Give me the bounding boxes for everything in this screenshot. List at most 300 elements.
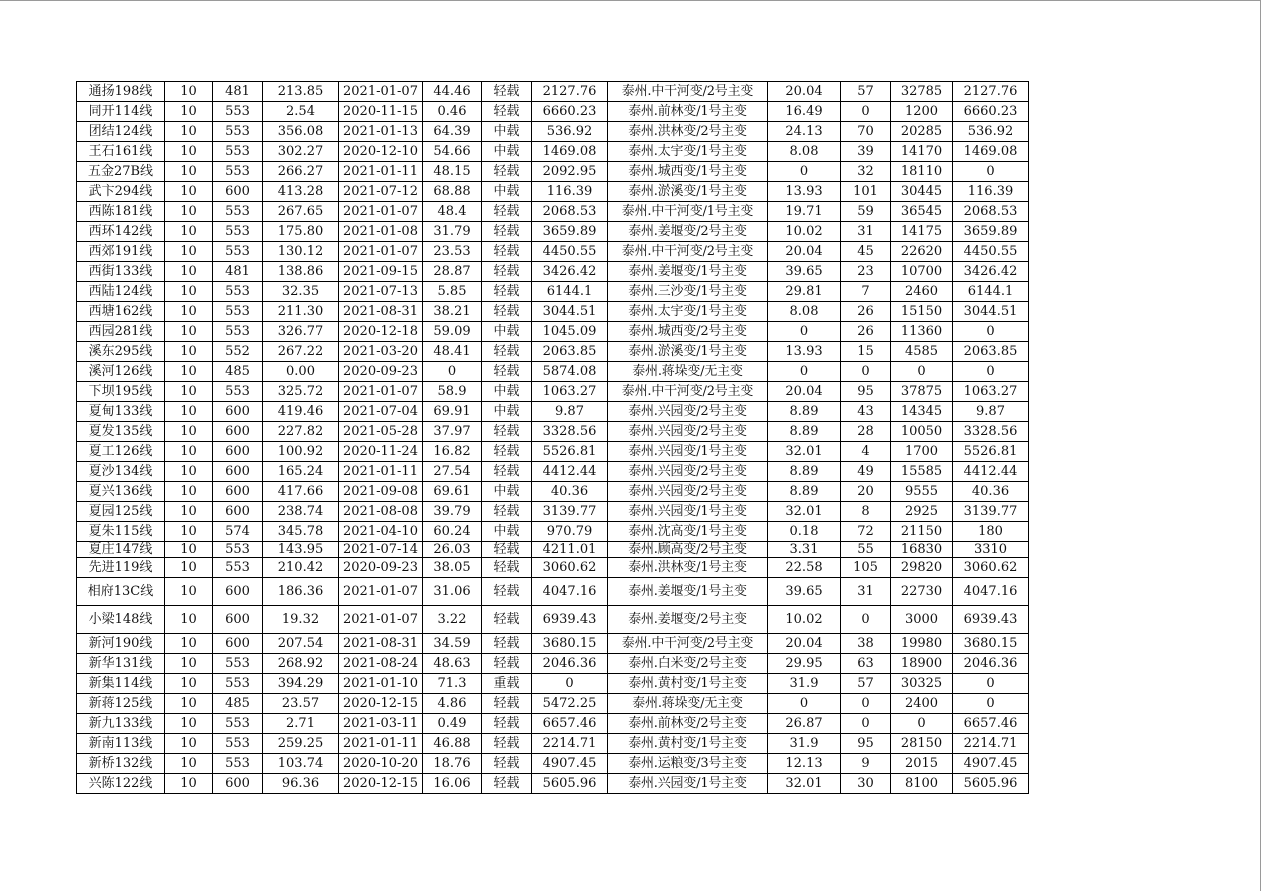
cell-spare-capacity: 2214.71 (953, 734, 1029, 754)
cell-available-capacity: 3426.42 (532, 262, 608, 282)
cell-peak-date: 2021-07-14 (339, 542, 423, 558)
cell-peak-load: 2.54 (263, 102, 339, 122)
table-row (77, 422, 1029, 442)
cell-line-name: 新桥132线 (77, 754, 165, 774)
cell-load-level: 轻载 (482, 558, 532, 578)
cell-user-count: 0 (841, 606, 891, 634)
cell-load-level: 轻载 (482, 222, 532, 242)
cell-load-rate: 31.06 (423, 578, 482, 606)
cell-load-rate: 3.22 (423, 606, 482, 634)
cell-peak-load: 267.22 (263, 342, 339, 362)
cell-peak-load: 211.30 (263, 302, 339, 322)
cell-line-name: 兴陈122线 (77, 774, 165, 794)
cell-transformer-margin: 19.71 (768, 202, 841, 222)
cell-load-level: 中载 (482, 182, 532, 202)
table-body (77, 82, 1029, 794)
cell-user-count: 0 (841, 714, 891, 734)
cell-load-rate: 0 (423, 362, 482, 382)
cell-voltage: 10 (165, 694, 213, 714)
cell-line-name: 夏园125线 (77, 502, 165, 522)
cell-transformer-margin: 8.08 (768, 142, 841, 162)
cell-voltage: 10 (165, 482, 213, 502)
cell-substation-transformer: 泰州.前林变/2号主变 (608, 714, 768, 734)
cell-substation-transformer: 泰州.城西变/2号主变 (608, 322, 768, 342)
cell-voltage: 10 (165, 654, 213, 674)
cell-user-capacity: 18110 (891, 162, 953, 182)
cell-peak-date: 2021-07-04 (339, 402, 423, 422)
cell-capacity: 600 (213, 402, 263, 422)
cell-voltage: 10 (165, 542, 213, 558)
cell-peak-date: 2021-08-31 (339, 634, 423, 654)
cell-user-capacity: 22730 (891, 578, 953, 606)
table-row (77, 734, 1029, 754)
cell-load-rate: 69.91 (423, 402, 482, 422)
cell-transformer-margin: 20.04 (768, 382, 841, 402)
cell-peak-load: 175.80 (263, 222, 339, 242)
cell-peak-load: 32.35 (263, 282, 339, 302)
cell-load-rate: 64.39 (423, 122, 482, 142)
cell-load-rate: 38.21 (423, 302, 482, 322)
cell-user-capacity: 1200 (891, 102, 953, 122)
cell-user-capacity: 2400 (891, 694, 953, 714)
cell-user-count: 15 (841, 342, 891, 362)
table-row (77, 442, 1029, 462)
cell-load-rate: 68.88 (423, 182, 482, 202)
cell-available-capacity: 2068.53 (532, 202, 608, 222)
cell-transformer-margin: 29.81 (768, 282, 841, 302)
cell-load-rate: 48.15 (423, 162, 482, 182)
table-row (77, 754, 1029, 774)
cell-substation-transformer: 泰州.蒋垛变/无主变 (608, 694, 768, 714)
cell-available-capacity: 5472.25 (532, 694, 608, 714)
cell-available-capacity: 536.92 (532, 122, 608, 142)
cell-substation-transformer: 泰州.兴园变/2号主变 (608, 422, 768, 442)
cell-peak-date: 2021-03-11 (339, 714, 423, 734)
cell-line-name: 西陈181线 (77, 202, 165, 222)
cell-substation-transformer: 泰州.白米变/2号主变 (608, 654, 768, 674)
cell-transformer-margin: 8.08 (768, 302, 841, 322)
cell-transformer-margin: 26.87 (768, 714, 841, 734)
table-row (77, 362, 1029, 382)
cell-voltage: 10 (165, 634, 213, 654)
cell-capacity: 553 (213, 242, 263, 262)
cell-capacity: 553 (213, 322, 263, 342)
cell-user-capacity: 4585 (891, 342, 953, 362)
cell-available-capacity: 3044.51 (532, 302, 608, 322)
cell-load-rate: 44.46 (423, 82, 482, 102)
cell-user-capacity: 2925 (891, 502, 953, 522)
cell-user-count: 31 (841, 578, 891, 606)
cell-spare-capacity: 3328.56 (953, 422, 1029, 442)
cell-peak-date: 2020-09-23 (339, 558, 423, 578)
cell-peak-date: 2020-09-23 (339, 362, 423, 382)
cell-line-name: 西街133线 (77, 262, 165, 282)
cell-capacity: 600 (213, 182, 263, 202)
cell-load-level: 中载 (482, 122, 532, 142)
cell-load-level: 轻载 (482, 542, 532, 558)
cell-load-rate: 58.9 (423, 382, 482, 402)
cell-user-capacity: 30325 (891, 674, 953, 694)
cell-load-level: 轻载 (482, 342, 532, 362)
table-row (77, 222, 1029, 242)
cell-load-rate: 16.82 (423, 442, 482, 462)
cell-user-count: 105 (841, 558, 891, 578)
cell-capacity: 485 (213, 362, 263, 382)
cell-user-capacity: 0 (891, 714, 953, 734)
cell-load-level: 轻载 (482, 282, 532, 302)
cell-substation-transformer: 泰州.太宇变/1号主变 (608, 302, 768, 322)
cell-load-rate: 4.86 (423, 694, 482, 714)
cell-user-count: 30 (841, 774, 891, 794)
cell-voltage: 10 (165, 502, 213, 522)
cell-load-rate: 46.88 (423, 734, 482, 754)
cell-peak-date: 2020-12-18 (339, 322, 423, 342)
cell-line-name: 下坝195线 (77, 382, 165, 402)
cell-spare-capacity: 3659.89 (953, 222, 1029, 242)
cell-voltage: 10 (165, 282, 213, 302)
cell-load-rate: 38.05 (423, 558, 482, 578)
cell-peak-load: 213.85 (263, 82, 339, 102)
cell-line-name: 新南113线 (77, 734, 165, 754)
cell-voltage: 10 (165, 242, 213, 262)
cell-transformer-margin: 8.89 (768, 402, 841, 422)
cell-available-capacity: 4450.55 (532, 242, 608, 262)
cell-spare-capacity: 0 (953, 674, 1029, 694)
cell-load-level: 轻载 (482, 754, 532, 774)
cell-substation-transformer: 泰州.中干河变/1号主变 (608, 202, 768, 222)
table-row (77, 694, 1029, 714)
cell-transformer-margin: 20.04 (768, 242, 841, 262)
cell-user-capacity: 14345 (891, 402, 953, 422)
cell-line-name: 夏甸133线 (77, 402, 165, 422)
cell-peak-date: 2021-07-12 (339, 182, 423, 202)
cell-load-rate: 37.97 (423, 422, 482, 442)
cell-substation-transformer: 泰州.淤溪变/1号主变 (608, 342, 768, 362)
cell-user-capacity: 3000 (891, 606, 953, 634)
cell-user-capacity: 32785 (891, 82, 953, 102)
cell-spare-capacity: 180 (953, 522, 1029, 542)
cell-user-capacity: 20285 (891, 122, 953, 142)
cell-user-capacity: 11360 (891, 322, 953, 342)
cell-capacity: 600 (213, 502, 263, 522)
cell-load-level: 轻载 (482, 694, 532, 714)
table-row (77, 322, 1029, 342)
cell-peak-load: 0.00 (263, 362, 339, 382)
cell-spare-capacity: 5526.81 (953, 442, 1029, 462)
cell-transformer-margin: 8.89 (768, 422, 841, 442)
cell-capacity: 600 (213, 482, 263, 502)
cell-peak-load: 394.29 (263, 674, 339, 694)
cell-transformer-margin: 39.65 (768, 262, 841, 282)
cell-peak-date: 2020-11-24 (339, 442, 423, 462)
cell-available-capacity: 5526.81 (532, 442, 608, 462)
cell-spare-capacity: 2068.53 (953, 202, 1029, 222)
cell-load-rate: 23.53 (423, 242, 482, 262)
cell-spare-capacity: 2046.36 (953, 654, 1029, 674)
cell-voltage: 10 (165, 162, 213, 182)
cell-peak-load: 210.42 (263, 558, 339, 578)
cell-user-count: 95 (841, 382, 891, 402)
cell-spare-capacity: 9.87 (953, 402, 1029, 422)
cell-user-count: 101 (841, 182, 891, 202)
cell-substation-transformer: 泰州.运粮变/3号主变 (608, 754, 768, 774)
cell-capacity: 553 (213, 714, 263, 734)
cell-available-capacity: 1063.27 (532, 382, 608, 402)
cell-peak-load: 130.12 (263, 242, 339, 262)
cell-peak-load: 268.92 (263, 654, 339, 674)
cell-line-name: 新蒋125线 (77, 694, 165, 714)
cell-load-level: 轻载 (482, 734, 532, 754)
cell-transformer-margin: 22.58 (768, 558, 841, 578)
cell-peak-date: 2021-01-07 (339, 606, 423, 634)
cell-user-capacity: 10050 (891, 422, 953, 442)
cell-voltage: 10 (165, 382, 213, 402)
cell-peak-date: 2020-12-15 (339, 774, 423, 794)
cell-available-capacity: 4907.45 (532, 754, 608, 774)
cell-load-level: 中载 (482, 402, 532, 422)
cell-load-rate: 60.24 (423, 522, 482, 542)
cell-user-count: 28 (841, 422, 891, 442)
cell-transformer-margin: 13.93 (768, 182, 841, 202)
cell-available-capacity: 6144.1 (532, 282, 608, 302)
cell-user-count: 57 (841, 82, 891, 102)
cell-available-capacity: 1045.09 (532, 322, 608, 342)
cell-substation-transformer: 泰州.顾高变/2号主变 (608, 542, 768, 558)
cell-substation-transformer: 泰州.中干河变/2号主变 (608, 634, 768, 654)
cell-peak-date: 2021-09-15 (339, 262, 423, 282)
cell-voltage: 10 (165, 606, 213, 634)
cell-user-count: 26 (841, 302, 891, 322)
cell-transformer-margin: 12.13 (768, 754, 841, 774)
cell-line-name: 先进119线 (77, 558, 165, 578)
cell-capacity: 600 (213, 422, 263, 442)
cell-transformer-margin: 39.65 (768, 578, 841, 606)
cell-voltage: 10 (165, 558, 213, 578)
cell-user-count: 49 (841, 462, 891, 482)
cell-substation-transformer: 泰州.黄村变/1号主变 (608, 674, 768, 694)
cell-available-capacity: 0 (532, 674, 608, 694)
cell-capacity: 574 (213, 522, 263, 542)
cell-line-name: 新河190线 (77, 634, 165, 654)
cell-load-level: 中载 (482, 522, 532, 542)
cell-load-level: 轻载 (482, 362, 532, 382)
cell-available-capacity: 5605.96 (532, 774, 608, 794)
cell-voltage: 10 (165, 262, 213, 282)
table-row (77, 242, 1029, 262)
cell-capacity: 553 (213, 122, 263, 142)
cell-spare-capacity: 6657.46 (953, 714, 1029, 734)
cell-substation-transformer: 泰州.姜堰变/1号主变 (608, 578, 768, 606)
cell-user-capacity: 37875 (891, 382, 953, 402)
cell-spare-capacity: 3044.51 (953, 302, 1029, 322)
cell-substation-transformer: 泰州.兴园变/1号主变 (608, 442, 768, 462)
cell-spare-capacity: 2063.85 (953, 342, 1029, 362)
cell-peak-date: 2021-01-07 (339, 202, 423, 222)
cell-available-capacity: 2092.95 (532, 162, 608, 182)
cell-available-capacity: 4211.01 (532, 542, 608, 558)
cell-capacity: 600 (213, 462, 263, 482)
cell-peak-load: 186.36 (263, 578, 339, 606)
cell-peak-load: 96.36 (263, 774, 339, 794)
cell-load-level: 轻载 (482, 462, 532, 482)
cell-line-name: 西园281线 (77, 322, 165, 342)
cell-line-name: 西塘162线 (77, 302, 165, 322)
cell-peak-load: 100.92 (263, 442, 339, 462)
cell-user-capacity: 29820 (891, 558, 953, 578)
cell-peak-load: 417.66 (263, 482, 339, 502)
cell-user-count: 4 (841, 442, 891, 462)
cell-spare-capacity: 40.36 (953, 482, 1029, 502)
cell-load-rate: 48.63 (423, 654, 482, 674)
cell-peak-date: 2021-01-07 (339, 578, 423, 606)
cell-voltage: 10 (165, 122, 213, 142)
cell-transformer-margin: 8.89 (768, 482, 841, 502)
table-row (77, 774, 1029, 794)
cell-available-capacity: 3139.77 (532, 502, 608, 522)
cell-peak-date: 2021-01-13 (339, 122, 423, 142)
table-row (77, 342, 1029, 362)
cell-load-rate: 28.87 (423, 262, 482, 282)
cell-line-name: 新华131线 (77, 654, 165, 674)
cell-load-level: 轻载 (482, 162, 532, 182)
cell-user-count: 38 (841, 634, 891, 654)
cell-user-capacity: 9555 (891, 482, 953, 502)
cell-line-name: 小梁148线 (77, 606, 165, 634)
cell-user-capacity: 30445 (891, 182, 953, 202)
cell-peak-date: 2021-08-31 (339, 302, 423, 322)
cell-substation-transformer: 泰州.城西变/1号主变 (608, 162, 768, 182)
cell-load-rate: 27.54 (423, 462, 482, 482)
cell-substation-transformer: 泰州.姜堰变/2号主变 (608, 606, 768, 634)
cell-load-level: 轻载 (482, 202, 532, 222)
cell-capacity: 600 (213, 442, 263, 462)
cell-user-capacity: 0 (891, 362, 953, 382)
cell-capacity: 553 (213, 558, 263, 578)
cell-peak-date: 2021-05-28 (339, 422, 423, 442)
cell-substation-transformer: 泰州.兴园变/1号主变 (608, 774, 768, 794)
cell-transformer-margin: 10.02 (768, 606, 841, 634)
cell-peak-load: 227.82 (263, 422, 339, 442)
cell-transformer-margin: 31.9 (768, 734, 841, 754)
cell-substation-transformer: 泰州.黄村变/1号主变 (608, 734, 768, 754)
cell-voltage: 10 (165, 362, 213, 382)
cell-user-capacity: 15150 (891, 302, 953, 322)
cell-user-capacity: 2460 (891, 282, 953, 302)
cell-load-level: 轻载 (482, 242, 532, 262)
cell-available-capacity: 970.79 (532, 522, 608, 542)
cell-peak-date: 2021-07-13 (339, 282, 423, 302)
cell-line-name: 团结124线 (77, 122, 165, 142)
cell-substation-transformer: 泰州.姜堰变/2号主变 (608, 222, 768, 242)
table-row (77, 382, 1029, 402)
cell-peak-load: 356.08 (263, 122, 339, 142)
cell-load-level: 中载 (482, 382, 532, 402)
cell-capacity: 553 (213, 754, 263, 774)
cell-user-capacity: 28150 (891, 734, 953, 754)
cell-substation-transformer: 泰州.蒋垛变/无主变 (608, 362, 768, 382)
cell-load-level: 轻载 (482, 82, 532, 102)
cell-available-capacity: 40.36 (532, 482, 608, 502)
cell-voltage: 10 (165, 462, 213, 482)
cell-peak-date: 2021-01-11 (339, 462, 423, 482)
table-row (77, 122, 1029, 142)
cell-load-rate: 31.79 (423, 222, 482, 242)
cell-user-count: 57 (841, 674, 891, 694)
cell-line-name: 西环142线 (77, 222, 165, 242)
cell-transformer-margin: 32.01 (768, 442, 841, 462)
cell-voltage: 10 (165, 442, 213, 462)
cell-load-level: 中载 (482, 142, 532, 162)
cell-voltage: 10 (165, 422, 213, 442)
cell-load-rate: 48.41 (423, 342, 482, 362)
cell-peak-date: 2021-01-10 (339, 674, 423, 694)
cell-substation-transformer: 泰州.三沙变/1号主变 (608, 282, 768, 302)
cell-transformer-margin: 20.04 (768, 634, 841, 654)
cell-available-capacity: 4412.44 (532, 462, 608, 482)
cell-spare-capacity: 3680.15 (953, 634, 1029, 654)
cell-load-rate: 0.46 (423, 102, 482, 122)
cell-spare-capacity: 0 (953, 162, 1029, 182)
cell-peak-load: 207.54 (263, 634, 339, 654)
cell-peak-load: 238.74 (263, 502, 339, 522)
cell-available-capacity: 1469.08 (532, 142, 608, 162)
cell-load-level: 中载 (482, 322, 532, 342)
cell-load-rate: 5.85 (423, 282, 482, 302)
cell-user-count: 7 (841, 282, 891, 302)
cell-voltage: 10 (165, 754, 213, 774)
cell-line-name: 夏工126线 (77, 442, 165, 462)
cell-spare-capacity: 0 (953, 362, 1029, 382)
table-row (77, 282, 1029, 302)
cell-transformer-margin: 0 (768, 694, 841, 714)
cell-line-name: 夏兴136线 (77, 482, 165, 502)
table-row (77, 606, 1029, 634)
cell-load-level: 轻载 (482, 634, 532, 654)
table-row (77, 462, 1029, 482)
cell-spare-capacity: 6660.23 (953, 102, 1029, 122)
table-row (77, 502, 1029, 522)
cell-user-capacity: 22620 (891, 242, 953, 262)
cell-peak-date: 2021-01-11 (339, 162, 423, 182)
cell-substation-transformer: 泰州.洪林变/2号主变 (608, 122, 768, 142)
cell-voltage: 10 (165, 734, 213, 754)
cell-load-rate: 0.49 (423, 714, 482, 734)
cell-available-capacity: 2063.85 (532, 342, 608, 362)
cell-capacity: 600 (213, 774, 263, 794)
cell-load-level: 轻载 (482, 654, 532, 674)
cell-load-rate: 18.76 (423, 754, 482, 774)
table-row (77, 142, 1029, 162)
cell-substation-transformer: 泰州.兴园变/1号主变 (608, 502, 768, 522)
cell-voltage: 10 (165, 578, 213, 606)
cell-spare-capacity: 4450.55 (953, 242, 1029, 262)
cell-line-name: 夏朱115线 (77, 522, 165, 542)
cell-spare-capacity: 536.92 (953, 122, 1029, 142)
cell-peak-date: 2021-09-08 (339, 482, 423, 502)
cell-user-capacity: 10700 (891, 262, 953, 282)
table-row (77, 82, 1029, 102)
cell-peak-date: 2020-12-10 (339, 142, 423, 162)
cell-substation-transformer: 泰州.中干河变/2号主变 (608, 242, 768, 262)
table-row (77, 182, 1029, 202)
cell-spare-capacity: 0 (953, 694, 1029, 714)
cell-peak-date: 2021-08-08 (339, 502, 423, 522)
cell-user-capacity: 16830 (891, 542, 953, 558)
cell-available-capacity: 116.39 (532, 182, 608, 202)
cell-user-capacity: 1700 (891, 442, 953, 462)
cell-peak-load: 325.72 (263, 382, 339, 402)
cell-available-capacity: 5874.08 (532, 362, 608, 382)
